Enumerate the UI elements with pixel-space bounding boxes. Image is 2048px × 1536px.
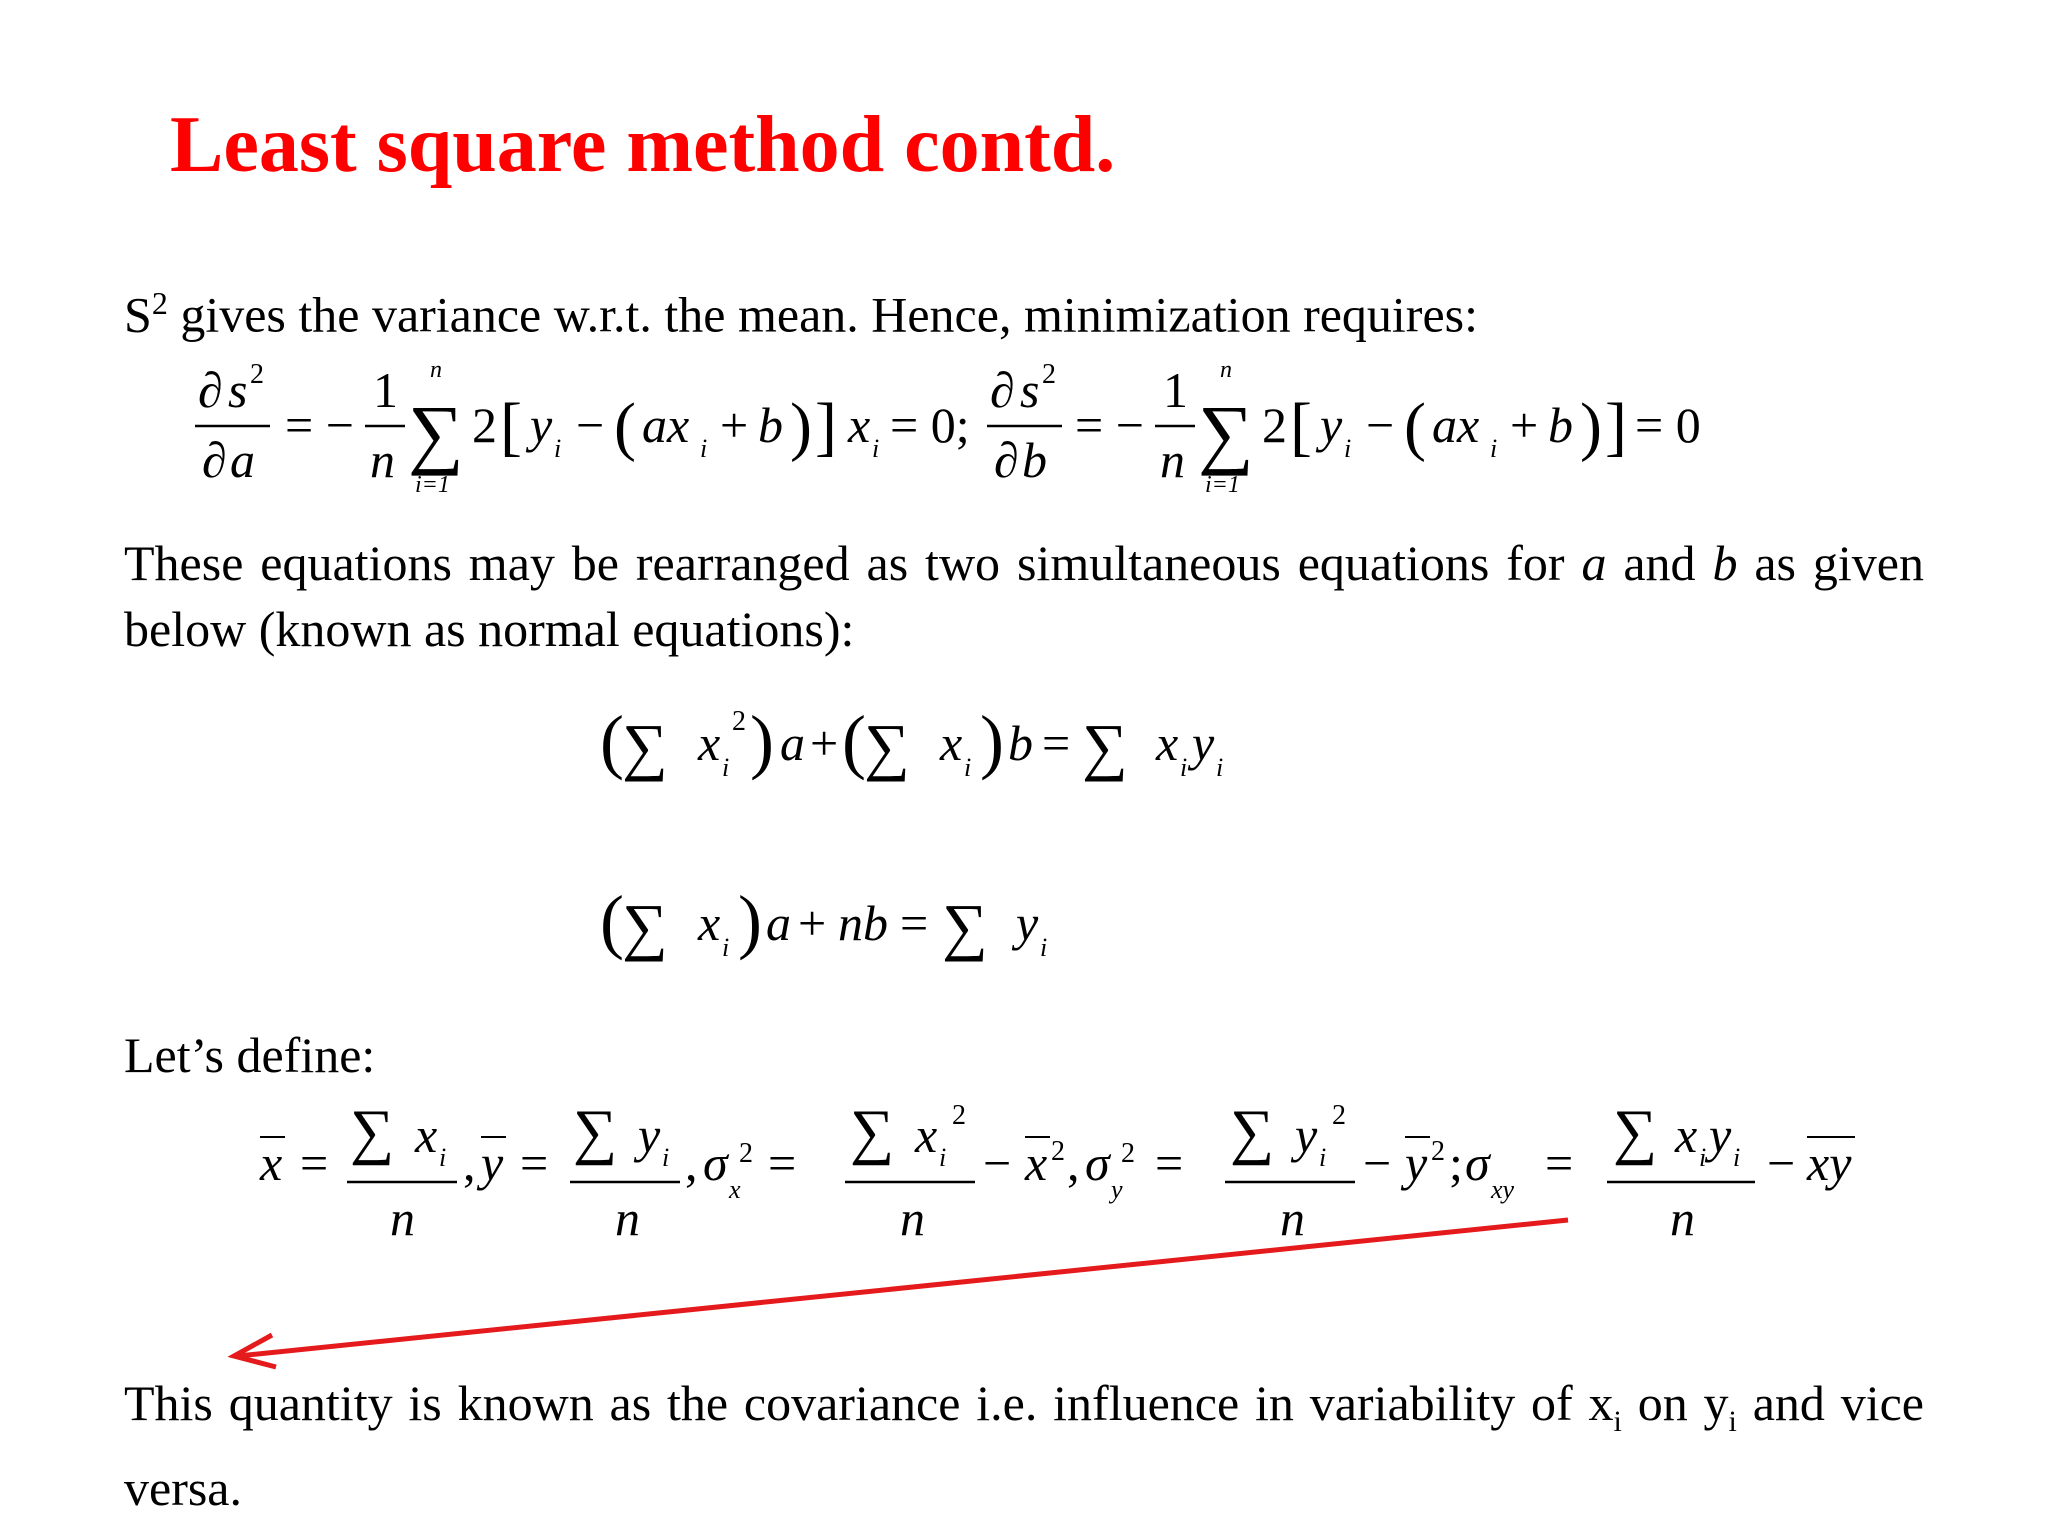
rearrange-and: and [1606,535,1713,591]
close-paren: ) [738,881,762,961]
close-paren: ) [750,701,774,781]
slide-title: Least square method contd. [170,101,1116,189]
sum-lower-limit: i=1 [1205,472,1240,498]
open-paren: ( [614,390,636,463]
var-x: x [1675,1107,1698,1163]
rearrange-part2: as given below (known as normal equations): [124,535,1925,657]
s-letter: S [124,286,152,343]
sub-i: i [872,434,880,463]
comma: , [1067,1135,1080,1191]
sigma-sum: ∑ [1230,1098,1275,1166]
partial-symbol: ∂ [198,362,223,418]
partial-symbol: ∂ [994,432,1019,488]
minus: − [576,397,605,453]
var-y: y [1405,1135,1428,1191]
sub-i: i [1613,1405,1622,1438]
equals-minus: = − [1075,397,1144,453]
covariance-part1: This quantity is known as the covariance i.e. influence in variability of x [124,1375,1614,1431]
var-y: y [1016,895,1039,951]
sigma-sum: ∑ [622,891,668,962]
sigma-sum: ∑ [350,1098,395,1166]
var-ax: ax [1432,397,1480,453]
var-n: n [370,432,395,488]
open-paren: ( [842,701,866,781]
var-nb: nb [838,895,888,951]
equals-zero: = 0 [1635,397,1701,453]
equals: = [520,1135,549,1191]
exp-2: 2 [1332,1100,1346,1131]
var-a: a [230,432,255,488]
var-b: b [1008,715,1033,771]
var-x: x [848,397,871,453]
partial-symbol: ∂ [990,362,1015,418]
sigma-sum: ∑ [1082,711,1128,782]
sub-xy: xy [1491,1175,1515,1204]
comma: , [685,1135,698,1191]
plus: + [720,397,749,453]
equals: = [1155,1135,1184,1191]
rearrange-part1: These equations may be rearranged as two simultaneous equations for [124,535,1582,591]
close-paren: ) [790,390,812,463]
var-n: n [390,1190,415,1246]
var-y: y [1709,1107,1732,1163]
var-x: x [1156,715,1179,771]
var-s: s [1020,362,1040,418]
numeral-two: 2 [472,397,497,453]
equals: = [1042,715,1071,771]
sub-i: i [1180,753,1188,782]
var-a: a [766,895,791,951]
sub-i: i [439,1143,447,1172]
sub-i: i [1344,434,1352,463]
var-x: x [1025,1135,1048,1191]
var-xy: xy [1807,1135,1852,1191]
var-ax: ax [642,397,690,453]
sub-i: i [1733,1143,1741,1172]
exp-2: 2 [739,1138,753,1169]
exp-2: 2 [1431,1136,1445,1167]
var-y: y [1320,397,1343,453]
sub-i: i [1728,1405,1737,1438]
partial-symbol: ∂ [202,432,227,488]
sub-i: i [1490,434,1498,463]
covariance-text [124,1370,1924,1521]
minus: − [1363,1135,1392,1191]
var-y: y [638,1107,661,1163]
open-paren: ( [1404,390,1426,463]
s-superscript: 2 [151,285,168,321]
comma: , [463,1135,476,1191]
sub-i: i [1040,933,1048,962]
plus: + [798,895,827,951]
sum-lower-limit: i=1 [415,472,450,498]
var-x: x [698,895,721,951]
var-b: b [758,397,783,453]
equals: = [900,895,929,951]
sub-i: i [939,1143,947,1172]
var-y: y [530,397,553,453]
equals-minus: = − [285,397,354,453]
close-bracket: ] [815,390,837,463]
sub-i: i [964,753,972,782]
var-x: x [260,1135,283,1191]
var-n: n [900,1190,925,1246]
var-s: s [228,362,248,418]
var-a: a [1581,535,1607,591]
sub-i: i [1319,1143,1327,1172]
minus: − [983,1135,1012,1191]
sub-i: i [700,434,708,463]
open-paren: ( [600,881,624,961]
var-y: y [1295,1107,1318,1163]
covariance-part3: and vice versa. [124,1375,1924,1516]
numeral-one: 1 [1163,362,1188,418]
var-b: b [1712,535,1738,591]
exp-2: 2 [250,359,264,390]
var-n: n [1160,432,1185,488]
var-n: n [615,1190,640,1246]
var-y: y [1192,715,1215,771]
sub-i: i [554,434,562,463]
close-paren: ) [980,701,1004,781]
exp-2: 2 [1121,1138,1135,1169]
equals: = [1545,1135,1574,1191]
sigma-sum: ∑ [864,711,910,782]
var-a: a [780,715,805,771]
sub-i: i [1216,753,1224,782]
var-n: n [1670,1190,1695,1246]
sum-upper-n: n [430,357,442,383]
equals-zero: = 0; [890,397,970,453]
intro-body: gives the variance w.r.t. the mean. Hence, minimization requires: [167,286,1478,343]
plus: + [810,715,839,771]
sigma-sum: ∑ [622,711,668,782]
open-bracket: [ [1290,390,1312,463]
sigma-sum: ∑ [1613,1098,1658,1166]
sub-i: i [1699,1143,1707,1172]
var-x: x [698,715,721,771]
sigma-sum: ∑ [1198,389,1254,476]
exp-2: 2 [1051,1136,1065,1167]
sub-y: y [1111,1175,1123,1204]
open-bracket: [ [500,390,522,463]
var-x: x [940,715,963,771]
sub-i: i [722,933,730,962]
minus: − [1767,1135,1796,1191]
arrow-shaft [238,1220,1568,1356]
equals: = [300,1135,329,1191]
equals: = [768,1135,797,1191]
sigma-greek: σ [1085,1135,1110,1191]
sub-x: x [729,1175,741,1204]
open-paren: ( [600,701,624,781]
sigma-sum: ∑ [573,1098,618,1166]
close-paren: ) [1580,390,1602,463]
exp-2: 2 [732,706,746,737]
close-bracket: ] [1605,390,1627,463]
minus: − [1366,397,1395,453]
sum-upper-n: n [1220,357,1232,383]
var-b: b [1548,397,1573,453]
numeral-two: 2 [1262,397,1287,453]
var-x: x [915,1107,938,1163]
sigma-sum: ∑ [942,891,988,962]
var-x: x [415,1107,438,1163]
semicolon: ; [1449,1135,1463,1191]
sigma-sum: ∑ [408,389,464,476]
sigma-sum: ∑ [850,1098,895,1166]
var-b: b [1022,432,1047,488]
covariance-part2: on y [1621,1375,1729,1431]
exp-2: 2 [1042,359,1056,390]
sub-i: i [722,753,730,782]
define-label: Let’s define: [124,1027,376,1083]
sigma-greek: σ [1465,1135,1490,1191]
numeral-one: 1 [373,362,398,418]
var-n: n [1280,1190,1305,1246]
var-y: y [481,1135,504,1191]
sub-i: i [662,1143,670,1172]
exp-2: 2 [952,1100,966,1131]
plus: + [1510,397,1539,453]
sigma-greek: σ [703,1135,728,1191]
